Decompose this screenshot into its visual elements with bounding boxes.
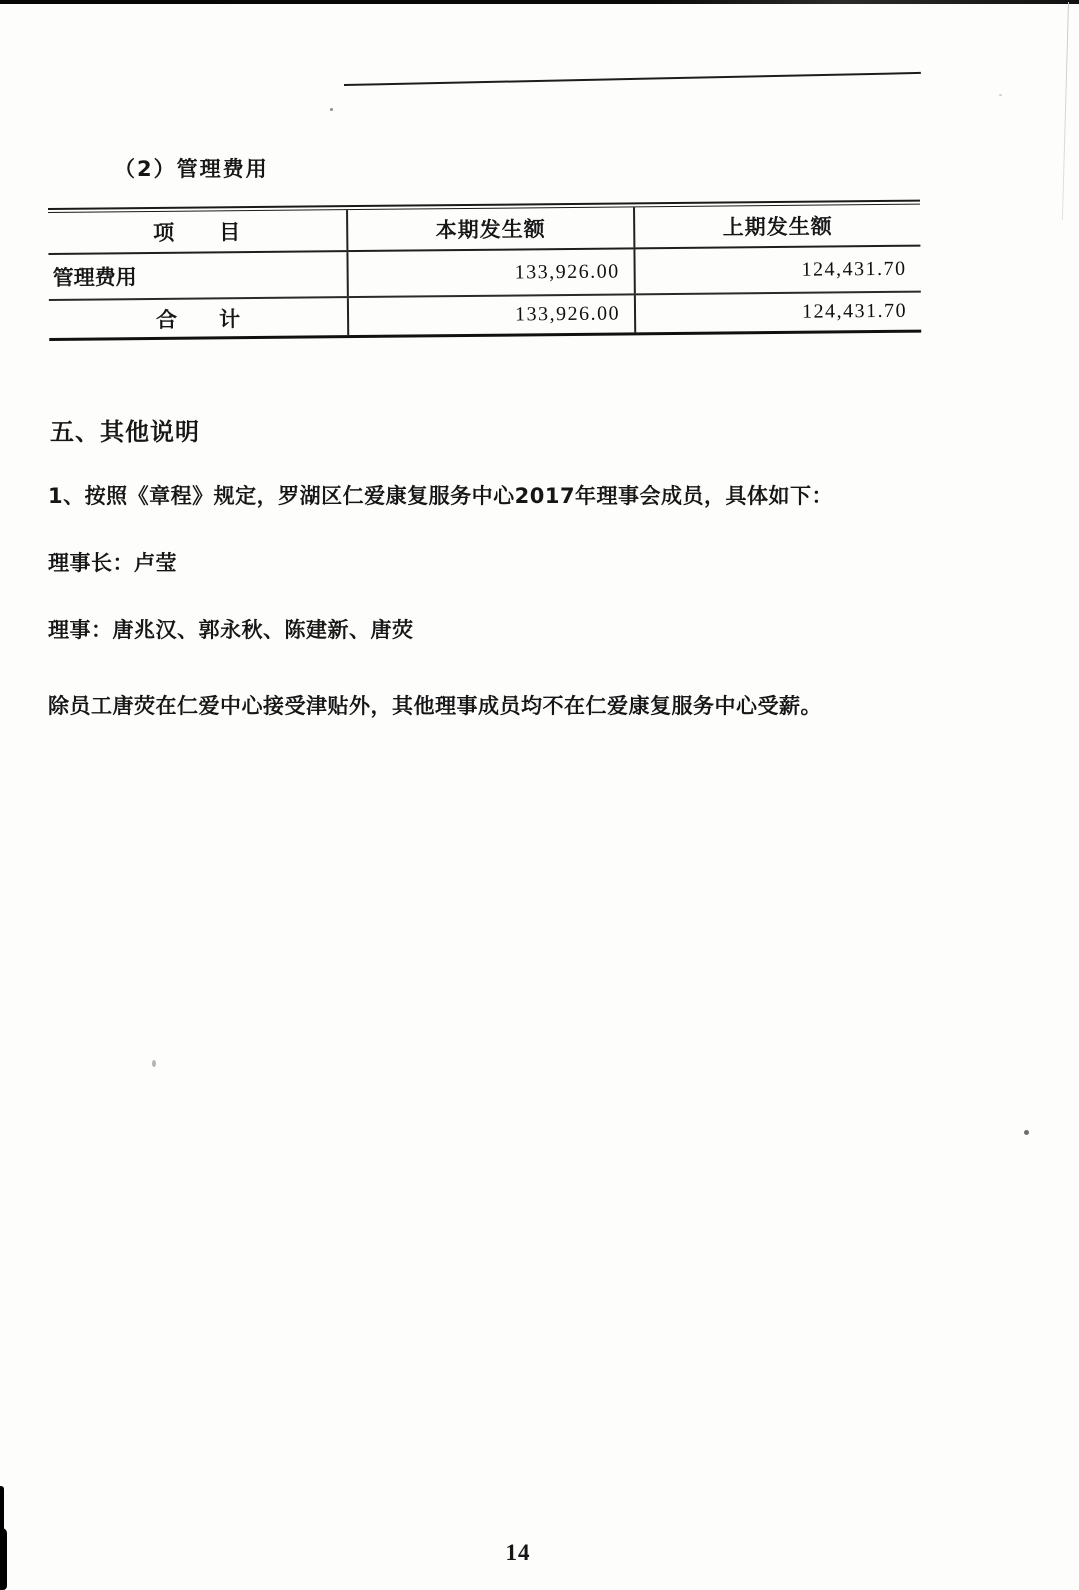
table-row-total [49,293,921,341]
expense-table [48,200,921,341]
scan-artifact-left-blob [0,1486,4,1534]
prior-period-total: 124,431.70 [801,299,908,323]
current-period-total: 133,926.00 [514,302,621,326]
scan-speck [1024,1130,1029,1135]
total-label-cell [49,298,347,338]
page-number: 14 [505,1540,531,1565]
note-paragraph-chairman: 理事长：卢莹 [48,551,177,575]
current-period-value: 133,926.00 [514,260,620,284]
header-label: 项 目 [153,220,242,245]
prior-period-total-cell [634,293,921,333]
scan-speck [330,108,333,111]
header-label: 本期发生额 [435,217,546,243]
row-label: 管理费用 [52,265,137,290]
note-paragraph-board-members: 1、按照《章程》规定，罗湖区仁爱康复服务中心2017年理事会成员，具体如下： [48,484,834,508]
current-period-value-cell [346,249,633,296]
scan-artifact-right-line [1062,2,1069,220]
scan-speck [152,1060,156,1067]
other-notes-heading: 五、其他说明 [50,418,200,446]
prior-period-value-cell [633,247,920,294]
note-paragraph-salary: 除员工唐荧在仁爱中心接受津贴外，其他理事成员均不在仁爱康复服务中心受薪。 [48,694,822,718]
table-row-admin-expense [48,247,920,301]
header-cell-item [48,210,346,253]
scan-speck [999,94,1002,96]
expense-section-heading: （2）管理费用 [114,157,269,181]
scan-artifact-top-bar [0,0,1079,4]
header-label: 上期发生额 [722,214,833,240]
header-cell-prior-period [633,205,920,248]
note-paragraph-directors: 理事：唐兆汉、郭永秋、陈建新、唐荧 [48,618,414,642]
row-label-cell [48,252,346,299]
header-cell-current-period [346,207,633,250]
prior-period-value: 124,431.70 [801,257,907,281]
header-underline-rule [344,72,921,86]
total-label: 合 计 [155,306,241,332]
current-period-total-cell [347,295,634,335]
